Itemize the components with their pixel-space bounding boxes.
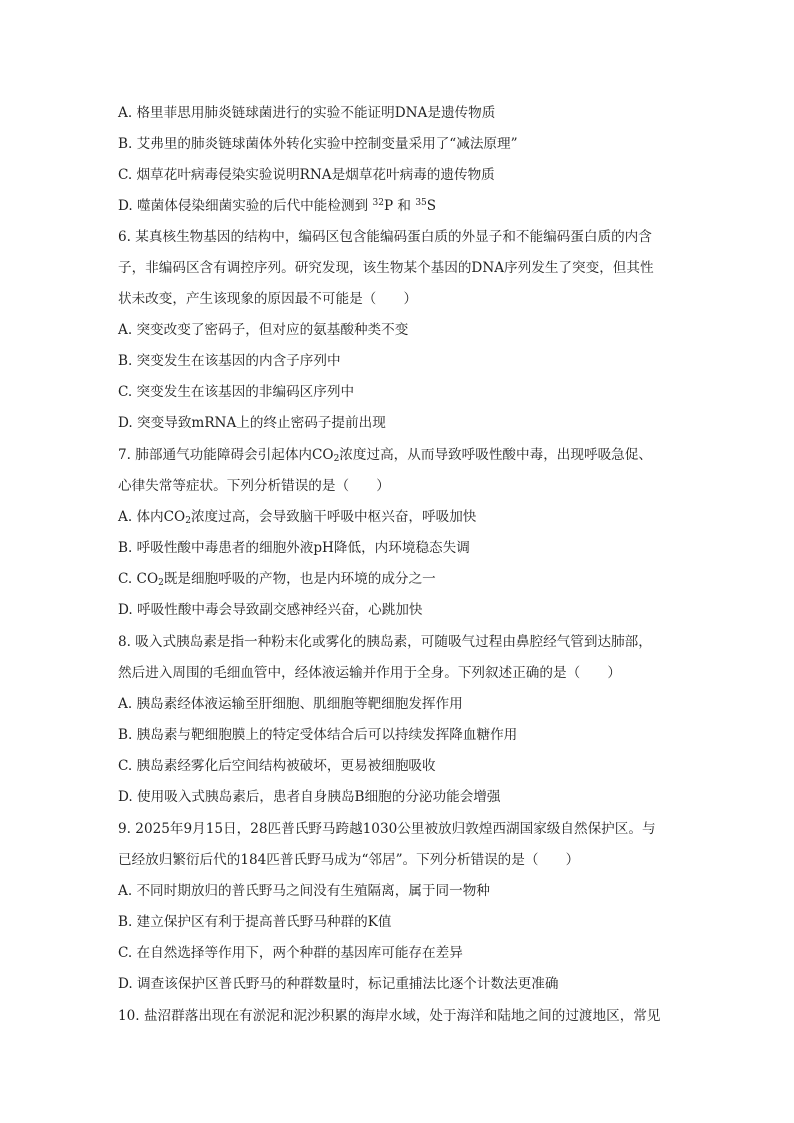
q6-stem-line-1: 6. 某真核生物基因的结构中，编码区包含能编码蛋白质的外显子和不能编码蛋白质的内含 [118,229,652,245]
q9-stem-line-2: 已经放归繁衍后代的184匹普氏野马成为“邻居”。下列分析错误的是（ ） [118,852,580,868]
q9-option-a: A. 不同时期放归的普氏野马之间没有生殖隔离，属于同一物种 [118,883,490,899]
q8-stem-line-2: 然后进入周围的毛细血管中，经体液运输并作用于全身。下列叙述正确的是（ ） [118,665,621,681]
q5-option-d: D. 噬菌体侵染细菌实验的后代中能检测到 $^{32}$P 和 $^{35}$S [118,198,437,214]
q8-option-c: C. 胰岛素经雾化后空间结构被破坏，更易被细胞吸收 [118,758,436,774]
q8-stem-line-1: 8. 吸入式胰岛素是指一种粉末化或雾化的胰岛素，可随吸气过程由鼻腔经气管到达肺部， [118,634,652,650]
q5-option-a: A. 格里菲思用肺炎链球菌进行的实验不能证明DNA是遗传物质 [118,105,496,121]
q7-stem-line-2: 心律失常等症状。下列分析错误的是（ ） [118,478,390,494]
q6-option-b: B. 突变发生在该基因的内含子序列中 [118,353,341,369]
q7-stem-line-1: 7. 肺部通气功能障碍会引起体内$CO_2$浓度过高，从而导致呼吸性酸中毒，出现呼吸急促、 [118,447,652,464]
q7-option-a: A. 体内$CO_2$浓度过高，会导致脑干呼吸中枢兴奋，呼吸加快 [118,509,477,526]
q5-option-b: B. 艾弗里的肺炎链球菌体外转化实验中控制变量采用了“减法原理” [118,136,518,152]
q6-option-c: C. 突变发生在该基因的非编码区序列中 [118,384,355,400]
q9-option-b: B. 建立保护区有利于提高普氏野马种群的K值 [118,914,392,930]
q8-option-b: B. 胰岛素与靶细胞膜上的特定受体结合后可以持续发挥降血糖作用 [118,727,518,743]
q6-stem-line-2: 子，非编码区含有调控序列。研究发现，该生物某个基因的DNA序列发生了突变，但其性 [118,260,654,276]
q10-stem-line-1: 10. 盐沼群落出现在有淤泥和泥沙积累的海岸水域，处于海洋和陆地之间的过渡地区，常见 [118,1008,661,1024]
q5-option-c: C. 烟草花叶病毒侵染实验说明RNA是烟草花叶病毒的遗传物质 [118,167,495,183]
q7-option-d: D. 呼吸性酸中毒会导致副交感神经兴奋，心跳加快 [118,602,423,618]
q9-option-d: D. 调查该保护区普氏野马的种群数量时，标记重捕法比逐个计数法更准确 [118,976,559,992]
q6-stem-line-3: 状未改变，产生该现象的原因最不可能是（ ） [118,291,418,307]
q9-stem-line-1: 9. 2025年9月15日，28匹普氏野马跨越1030公里被放归敦煌西湖国家级自然保护区。与 [118,821,656,837]
q6-option-a: A. 突变改变了密码子，但对应的氨基酸种类不变 [118,322,409,338]
q8-option-d: D. 使用吸入式胰岛素后，患者自身胰岛B细胞的分泌功能会增强 [118,789,501,805]
q8-option-a: A. 胰岛素经体液运输至肝细胞、肌细胞等靶细胞发挥作用 [118,696,463,712]
q9-option-c: C. 在自然选择等作用下，两个种群的基因库可能存在差异 [118,945,463,961]
q7-option-c: C. $CO_2$既是细胞呼吸的产物，也是内环境的成分之一 [118,571,436,588]
q7-option-b: B. 呼吸性酸中毒患者的细胞外液pH降低，内环境稳态失调 [118,540,470,556]
q6-option-d: D. 突变导致mRNA上的终止密码子提前出现 [118,415,386,431]
